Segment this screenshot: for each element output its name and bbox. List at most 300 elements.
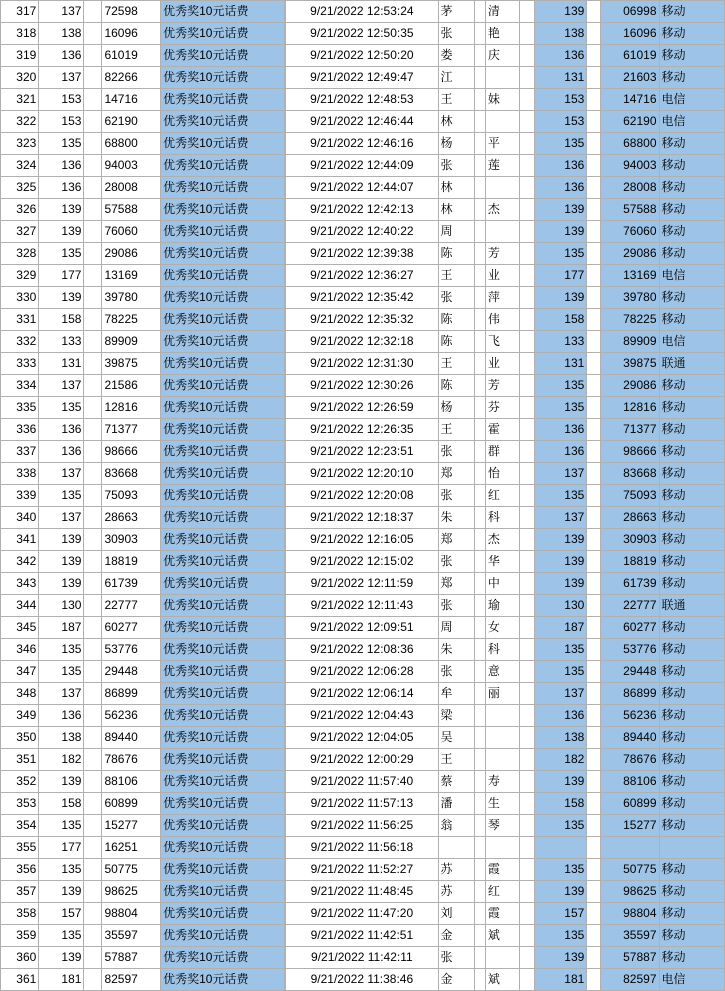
prize-cell[interactable]: 优秀奖10元话费 [161,749,285,771]
datetime-cell[interactable]: 9/21/2022 11:42:51 [286,925,438,947]
carrier-cell[interactable]: 移动 [659,441,725,463]
code2-cell[interactable]: 60899 [600,793,659,815]
spacer-cell[interactable] [587,727,601,749]
spacer-cell[interactable] [84,45,102,67]
carrier-cell[interactable]: 移动 [659,617,725,639]
spacer-cell[interactable] [519,529,535,551]
code-cell[interactable]: 78676 [102,749,161,771]
table-row[interactable] [1,815,725,837]
spacer-cell[interactable] [587,441,601,463]
code-cell[interactable]: 28008 [102,177,161,199]
prize-cell[interactable]: 优秀奖10元话费 [161,23,285,45]
given-name-cell[interactable]: 丽 [485,683,519,705]
prize-cell[interactable]: 优秀奖10元话费 [161,639,285,661]
surname-cell[interactable]: 牟 [438,683,474,705]
quantity-cell[interactable]: 139 [39,199,84,221]
datetime-cell[interactable]: 9/21/2022 12:11:43 [286,595,438,617]
quantity2-cell[interactable]: 135 [535,133,587,155]
spacer-cell[interactable] [474,661,485,683]
row-header-cell[interactable]: 317 [1,1,39,23]
table-row[interactable] [1,221,725,243]
prize-cell[interactable]: 优秀奖10元话费 [161,793,285,815]
surname-cell[interactable]: 梁 [438,705,474,727]
spacer-cell[interactable] [587,639,601,661]
row-header-cell[interactable]: 356 [1,859,39,881]
prize-cell[interactable]: 优秀奖10元话费 [161,441,285,463]
row-header-cell[interactable]: 319 [1,45,39,67]
quantity-cell[interactable]: 137 [39,67,84,89]
spacer-cell[interactable] [519,419,535,441]
spacer-cell[interactable] [84,573,102,595]
code-cell[interactable]: 35597 [102,925,161,947]
table-row[interactable] [1,881,725,903]
spacer-cell[interactable] [474,287,485,309]
spacer-cell[interactable] [587,771,601,793]
spacer-cell[interactable] [587,45,601,67]
datetime-cell[interactable]: 9/21/2022 12:44:09 [286,155,438,177]
carrier-cell[interactable]: 移动 [659,859,725,881]
spacer-cell[interactable] [84,551,102,573]
spacer-cell[interactable] [474,749,485,771]
quantity2-cell[interactable]: 135 [535,485,587,507]
quantity-cell[interactable]: 137 [39,463,84,485]
spacer-cell[interactable] [84,133,102,155]
spacer-cell[interactable] [474,463,485,485]
spacer-cell[interactable] [474,265,485,287]
code2-cell[interactable]: 98666 [600,441,659,463]
quantity2-cell[interactable]: 131 [535,353,587,375]
quantity-cell[interactable]: 181 [39,969,84,991]
code2-cell[interactable]: 76060 [600,221,659,243]
prize-cell[interactable]: 优秀奖10元话费 [161,485,285,507]
carrier-cell[interactable]: 移动 [659,463,725,485]
given-name-cell[interactable]: 群 [485,441,519,463]
surname-cell[interactable]: 王 [438,353,474,375]
table-row[interactable] [1,859,725,881]
surname-cell[interactable]: 张 [438,661,474,683]
spacer-cell[interactable] [519,111,535,133]
datetime-cell[interactable]: 9/21/2022 12:11:59 [286,573,438,595]
row-header-cell[interactable]: 324 [1,155,39,177]
row-header-cell[interactable]: 328 [1,243,39,265]
quantity-cell[interactable]: 137 [39,375,84,397]
given-name-cell[interactable]: 生 [485,793,519,815]
surname-cell[interactable]: 陈 [438,309,474,331]
spacer-cell[interactable] [84,23,102,45]
spacer-cell[interactable] [84,463,102,485]
prize-cell[interactable]: 优秀奖10元话费 [161,837,285,859]
spacer-cell[interactable] [587,23,601,45]
code2-cell[interactable]: 16096 [600,23,659,45]
code2-cell[interactable]: 71377 [600,419,659,441]
surname-cell[interactable]: 潘 [438,793,474,815]
quantity-cell[interactable]: 136 [39,45,84,67]
carrier-cell[interactable]: 移动 [659,705,725,727]
spacer-cell[interactable] [519,749,535,771]
table-row[interactable] [1,485,725,507]
spacer-cell[interactable] [519,947,535,969]
given-name-cell[interactable] [485,111,519,133]
given-name-cell[interactable] [485,749,519,771]
spacer-cell[interactable] [84,947,102,969]
carrier-cell[interactable]: 移动 [659,683,725,705]
row-header-cell[interactable]: 349 [1,705,39,727]
prize-cell[interactable]: 优秀奖10元话费 [161,89,285,111]
spacer-cell[interactable] [587,661,601,683]
datetime-cell[interactable]: 9/21/2022 12:26:59 [286,397,438,419]
prize-cell[interactable]: 优秀奖10元话费 [161,265,285,287]
carrier-cell[interactable]: 移动 [659,67,725,89]
prize-cell[interactable]: 优秀奖10元话费 [161,551,285,573]
code-cell[interactable]: 83668 [102,463,161,485]
surname-cell[interactable]: 张 [438,595,474,617]
quantity-cell[interactable]: 137 [39,1,84,23]
quantity2-cell[interactable]: 136 [535,419,587,441]
quantity2-cell[interactable]: 136 [535,441,587,463]
row-header-cell[interactable]: 357 [1,881,39,903]
code-cell[interactable]: 56236 [102,705,161,727]
carrier-cell[interactable]: 移动 [659,309,725,331]
row-header-cell[interactable]: 332 [1,331,39,353]
spacer-cell[interactable] [587,265,601,287]
table-row[interactable] [1,111,725,133]
row-header-cell[interactable]: 342 [1,551,39,573]
code2-cell[interactable]: 56236 [600,705,659,727]
row-header-cell[interactable]: 329 [1,265,39,287]
spacer-cell[interactable] [587,353,601,375]
spacer-cell[interactable] [587,1,601,23]
given-name-cell[interactable]: 寿 [485,771,519,793]
carrier-cell[interactable]: 移动 [659,287,725,309]
row-header-cell[interactable]: 353 [1,793,39,815]
spacer-cell[interactable] [519,177,535,199]
code-cell[interactable]: 22777 [102,595,161,617]
quantity2-cell[interactable]: 139 [535,771,587,793]
spacer-cell[interactable] [84,287,102,309]
quantity2-cell[interactable]: 136 [535,705,587,727]
code-cell[interactable]: 86899 [102,683,161,705]
row-header-cell[interactable]: 337 [1,441,39,463]
table-row[interactable] [1,595,725,617]
quantity2-cell[interactable]: 135 [535,815,587,837]
code-cell[interactable]: 29448 [102,661,161,683]
carrier-cell[interactable]: 移动 [659,133,725,155]
spacer-cell[interactable] [84,397,102,419]
code2-cell[interactable]: 62190 [600,111,659,133]
spacer-cell[interactable] [84,815,102,837]
carrier-cell[interactable]: 移动 [659,661,725,683]
carrier-cell[interactable]: 移动 [659,551,725,573]
spacer-cell[interactable] [84,683,102,705]
given-name-cell[interactable]: 杰 [485,529,519,551]
code2-cell[interactable]: 86899 [600,683,659,705]
spacer-cell[interactable] [84,485,102,507]
quantity2-cell[interactable]: 137 [535,463,587,485]
given-name-cell[interactable]: 科 [485,639,519,661]
quantity2-cell[interactable]: 135 [535,639,587,661]
spacer-cell[interactable] [84,529,102,551]
quantity2-cell[interactable]: 136 [535,45,587,67]
code2-cell[interactable]: 89909 [600,331,659,353]
prize-cell[interactable]: 优秀奖10元话费 [161,45,285,67]
row-header-cell[interactable]: 338 [1,463,39,485]
code-cell[interactable]: 28663 [102,507,161,529]
given-name-cell[interactable] [485,705,519,727]
datetime-cell[interactable]: 9/21/2022 12:39:38 [286,243,438,265]
datetime-cell[interactable]: 9/21/2022 11:38:46 [286,969,438,991]
carrier-cell[interactable]: 电信 [659,111,725,133]
datetime-cell[interactable]: 9/21/2022 12:31:30 [286,353,438,375]
datetime-cell[interactable]: 9/21/2022 12:20:08 [286,485,438,507]
surname-cell[interactable]: 刘 [438,903,474,925]
quantity2-cell[interactable]: 157 [535,903,587,925]
surname-cell[interactable]: 苏 [438,881,474,903]
spacer-cell[interactable] [519,243,535,265]
surname-cell[interactable]: 茅 [438,1,474,23]
code2-cell[interactable]: 06998 [600,1,659,23]
spacer-cell[interactable] [587,815,601,837]
quantity-cell[interactable]: 131 [39,353,84,375]
row-header-cell[interactable]: 321 [1,89,39,111]
quantity-cell[interactable]: 135 [39,133,84,155]
surname-cell[interactable]: 金 [438,925,474,947]
spacer-cell[interactable] [587,925,601,947]
code-cell[interactable]: 60277 [102,617,161,639]
prize-cell[interactable]: 优秀奖10元话费 [161,617,285,639]
datetime-cell[interactable]: 9/21/2022 12:50:35 [286,23,438,45]
spacer-cell[interactable] [519,617,535,639]
carrier-cell[interactable]: 移动 [659,485,725,507]
table-row[interactable] [1,507,725,529]
code-cell[interactable]: 29086 [102,243,161,265]
carrier-cell[interactable]: 移动 [659,771,725,793]
spacer-cell[interactable] [84,243,102,265]
surname-cell[interactable]: 郑 [438,463,474,485]
code-cell[interactable]: 89440 [102,727,161,749]
given-name-cell[interactable]: 怡 [485,463,519,485]
spacer-cell[interactable] [474,573,485,595]
spacer-cell[interactable] [587,485,601,507]
spacer-cell[interactable] [474,23,485,45]
code-cell[interactable]: 16251 [102,837,161,859]
spacer-cell[interactable] [474,705,485,727]
spacer-cell[interactable] [519,815,535,837]
datetime-cell[interactable]: 9/21/2022 11:52:27 [286,859,438,881]
spacer-cell[interactable] [84,177,102,199]
spacer-cell[interactable] [84,837,102,859]
spacer-cell[interactable] [474,375,485,397]
table-row[interactable] [1,89,725,111]
spacer-cell[interactable] [474,859,485,881]
datetime-cell[interactable]: 9/21/2022 11:42:11 [286,947,438,969]
table-row[interactable] [1,419,725,441]
carrier-cell[interactable]: 联通 [659,353,725,375]
table-row[interactable] [1,903,725,925]
spacer-cell[interactable] [84,331,102,353]
given-name-cell[interactable]: 霍 [485,419,519,441]
datetime-cell[interactable]: 9/21/2022 12:53:24 [286,1,438,23]
surname-cell[interactable]: 金 [438,969,474,991]
spacer-cell[interactable] [474,1,485,23]
carrier-cell[interactable]: 移动 [659,727,725,749]
datetime-cell[interactable]: 9/21/2022 12:23:51 [286,441,438,463]
prize-cell[interactable]: 优秀奖10元话费 [161,595,285,617]
quantity2-cell[interactable]: 135 [535,375,587,397]
row-header-cell[interactable]: 347 [1,661,39,683]
spacer-cell[interactable] [84,903,102,925]
spacer-cell[interactable] [474,67,485,89]
spacer-cell[interactable] [519,397,535,419]
spacer-cell[interactable] [84,881,102,903]
spacer-cell[interactable] [474,485,485,507]
carrier-cell[interactable]: 移动 [659,815,725,837]
spacer-cell[interactable] [587,375,601,397]
spacer-cell[interactable] [519,903,535,925]
surname-cell[interactable]: 张 [438,485,474,507]
row-header-cell[interactable]: 350 [1,727,39,749]
row-header-cell[interactable]: 326 [1,199,39,221]
spacer-cell[interactable] [474,89,485,111]
spacer-cell[interactable] [519,155,535,177]
table-row[interactable] [1,67,725,89]
surname-cell[interactable]: 王 [438,749,474,771]
carrier-cell[interactable]: 移动 [659,903,725,925]
table-row[interactable] [1,397,725,419]
code-cell[interactable]: 82266 [102,67,161,89]
prize-cell[interactable]: 优秀奖10元话费 [161,925,285,947]
row-header-cell[interactable]: 343 [1,573,39,595]
code-cell[interactable]: 18819 [102,551,161,573]
quantity-cell[interactable]: 139 [39,221,84,243]
quantity-cell[interactable]: 137 [39,683,84,705]
quantity2-cell[interactable]: 139 [535,287,587,309]
given-name-cell[interactable] [485,947,519,969]
spacer-cell[interactable] [474,683,485,705]
prize-cell[interactable]: 优秀奖10元话费 [161,309,285,331]
carrier-cell[interactable]: 移动 [659,419,725,441]
spacer-cell[interactable] [587,595,601,617]
row-header-cell[interactable]: 361 [1,969,39,991]
surname-cell[interactable]: 张 [438,441,474,463]
spacer-cell[interactable] [84,727,102,749]
carrier-cell[interactable]: 移动 [659,925,725,947]
given-name-cell[interactable] [485,67,519,89]
datetime-cell[interactable]: 9/21/2022 12:44:07 [286,177,438,199]
given-name-cell[interactable]: 瑜 [485,595,519,617]
code2-cell[interactable]: 30903 [600,529,659,551]
quantity2-cell[interactable] [535,837,587,859]
code-cell[interactable]: 98625 [102,881,161,903]
carrier-cell[interactable]: 移动 [659,881,725,903]
spacer-cell[interactable] [84,771,102,793]
spacer-cell[interactable] [519,705,535,727]
quantity-cell[interactable]: 138 [39,23,84,45]
quantity-cell[interactable]: 137 [39,507,84,529]
given-name-cell[interactable]: 清 [485,1,519,23]
spacer-cell[interactable] [84,221,102,243]
prize-cell[interactable]: 优秀奖10元话费 [161,727,285,749]
code2-cell[interactable]: 83668 [600,463,659,485]
quantity2-cell[interactable]: 138 [535,23,587,45]
row-header-cell[interactable]: 334 [1,375,39,397]
code-cell[interactable]: 75093 [102,485,161,507]
spacer-cell[interactable] [519,969,535,991]
code2-cell[interactable]: 61019 [600,45,659,67]
quantity-cell[interactable]: 136 [39,441,84,463]
spacer-cell[interactable] [587,859,601,881]
code-cell[interactable]: 62190 [102,111,161,133]
code2-cell[interactable]: 68800 [600,133,659,155]
spacer-cell[interactable] [587,243,601,265]
quantity2-cell[interactable]: 137 [535,683,587,705]
code-cell[interactable]: 13169 [102,265,161,287]
carrier-cell[interactable]: 移动 [659,529,725,551]
surname-cell[interactable]: 吴 [438,727,474,749]
code-cell[interactable]: 89909 [102,331,161,353]
spacer-cell[interactable] [84,705,102,727]
carrier-cell[interactable]: 移动 [659,573,725,595]
datetime-cell[interactable]: 9/21/2022 12:50:20 [286,45,438,67]
spacer-cell[interactable] [519,485,535,507]
code2-cell[interactable]: 78225 [600,309,659,331]
datetime-cell[interactable]: 9/21/2022 11:56:25 [286,815,438,837]
prize-cell[interactable]: 优秀奖10元话费 [161,155,285,177]
spacer-cell[interactable] [587,529,601,551]
code2-cell[interactable]: 39780 [600,287,659,309]
carrier-cell[interactable]: 移动 [659,639,725,661]
surname-cell[interactable]: 张 [438,287,474,309]
carrier-cell[interactable]: 移动 [659,749,725,771]
spacer-cell[interactable] [84,749,102,771]
prize-cell[interactable]: 优秀奖10元话费 [161,221,285,243]
carrier-cell[interactable]: 移动 [659,221,725,243]
row-header-cell[interactable]: 322 [1,111,39,133]
spacer-cell[interactable] [474,397,485,419]
code2-cell[interactable]: 53776 [600,639,659,661]
spacer-cell[interactable] [519,573,535,595]
code-cell[interactable]: 14716 [102,89,161,111]
quantity2-cell[interactable]: 177 [535,265,587,287]
surname-cell[interactable]: 蔡 [438,771,474,793]
carrier-cell[interactable]: 移动 [659,243,725,265]
given-name-cell[interactable]: 芬 [485,397,519,419]
datetime-cell[interactable]: 9/21/2022 11:57:40 [286,771,438,793]
given-name-cell[interactable] [485,221,519,243]
carrier-cell[interactable]: 移动 [659,793,725,815]
prize-cell[interactable]: 优秀奖10元话费 [161,947,285,969]
spacer-cell[interactable] [519,199,535,221]
quantity2-cell[interactable]: 139 [535,1,587,23]
given-name-cell[interactable] [485,177,519,199]
code2-cell[interactable]: 22777 [600,595,659,617]
row-header-cell[interactable]: 360 [1,947,39,969]
quantity-cell[interactable]: 135 [39,925,84,947]
given-name-cell[interactable]: 杰 [485,199,519,221]
table-row[interactable] [1,441,725,463]
code-cell[interactable]: 12816 [102,397,161,419]
spacer-cell[interactable] [519,23,535,45]
surname-cell[interactable]: 周 [438,617,474,639]
spacer-cell[interactable] [474,617,485,639]
quantity-cell[interactable]: 136 [39,155,84,177]
spacer-cell[interactable] [519,375,535,397]
spacer-cell[interactable] [84,441,102,463]
spacer-cell[interactable] [474,111,485,133]
code2-cell[interactable]: 50775 [600,859,659,881]
given-name-cell[interactable]: 琴 [485,815,519,837]
given-name-cell[interactable] [485,727,519,749]
given-name-cell[interactable]: 女 [485,617,519,639]
